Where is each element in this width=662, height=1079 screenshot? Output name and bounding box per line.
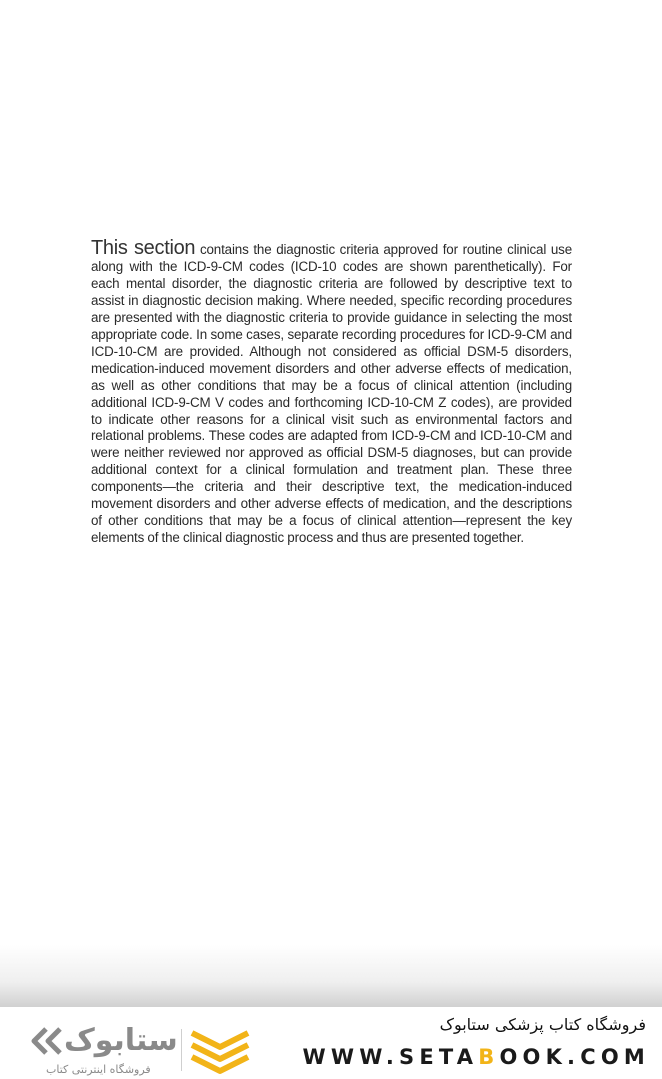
url-part-3: OOK.COM bbox=[499, 1045, 650, 1069]
double-chevron-icon bbox=[30, 1025, 64, 1061]
logo-wordmark: ستابوک bbox=[64, 1023, 178, 1058]
book-stack-icon bbox=[188, 1025, 252, 1077]
logo-divider bbox=[181, 1029, 182, 1071]
url-part-1: WWW.SETA bbox=[302, 1045, 479, 1069]
section-intro-paragraph bbox=[91, 237, 572, 547]
publisher-footer bbox=[0, 1007, 662, 1079]
url-accent-letter: B bbox=[478, 1045, 500, 1069]
page-bottom-shadow bbox=[0, 945, 662, 1007]
paragraph-body: contains the diagnostic criteria approved for routine clinical use along with the ICD-9-CM codes (ICD-10 codes are shown parenthetically). For each mental disorder, the diagnostic criteria are followed by descriptive text to assist in diagnostic decision making. Where needed, specific recording procedures are presented with the diagnostic criteria to provide guidance in selecting the most appropriate code. In some cases, separate recording procedures for ICD-9-CM and ICD-10-CM are provided. Although not considered as official DSM-5 disorders, medication-induced movement disorders and other adverse effects of medication, as well as other conditions that may be a focus of clinical attention (including additional ICD-9-CM V codes and forthcoming ICD-10-CM Z codes), are provided to indicate other reasons for a clinical visit such as environmental factors and relational problems. These codes are adapted from ICD-9-CM and ICD-10-CM and were neither reviewed nor approved as official DSM-5 diagnoses, but can provide additional context for a clinical formulation and treatment plan. These three components—the criteria and their descriptive text, the medication-induced movement disorders and other adverse effects of medication, and the descriptions of other conditions that may be a focus of clinical attention—represent the key elements of the clinical diagnostic process and thus are presented together. bbox=[91, 242, 572, 546]
setabook-logo bbox=[28, 1021, 258, 1079]
shop-url[interactable] bbox=[302, 1045, 650, 1069]
logo-subtitle: فروشگاه اینترنتی کتاب bbox=[46, 1063, 151, 1076]
shop-title: فروشگاه کتاب پزشکی ستابوک bbox=[439, 1015, 646, 1034]
lead-word: This section bbox=[91, 237, 196, 259]
